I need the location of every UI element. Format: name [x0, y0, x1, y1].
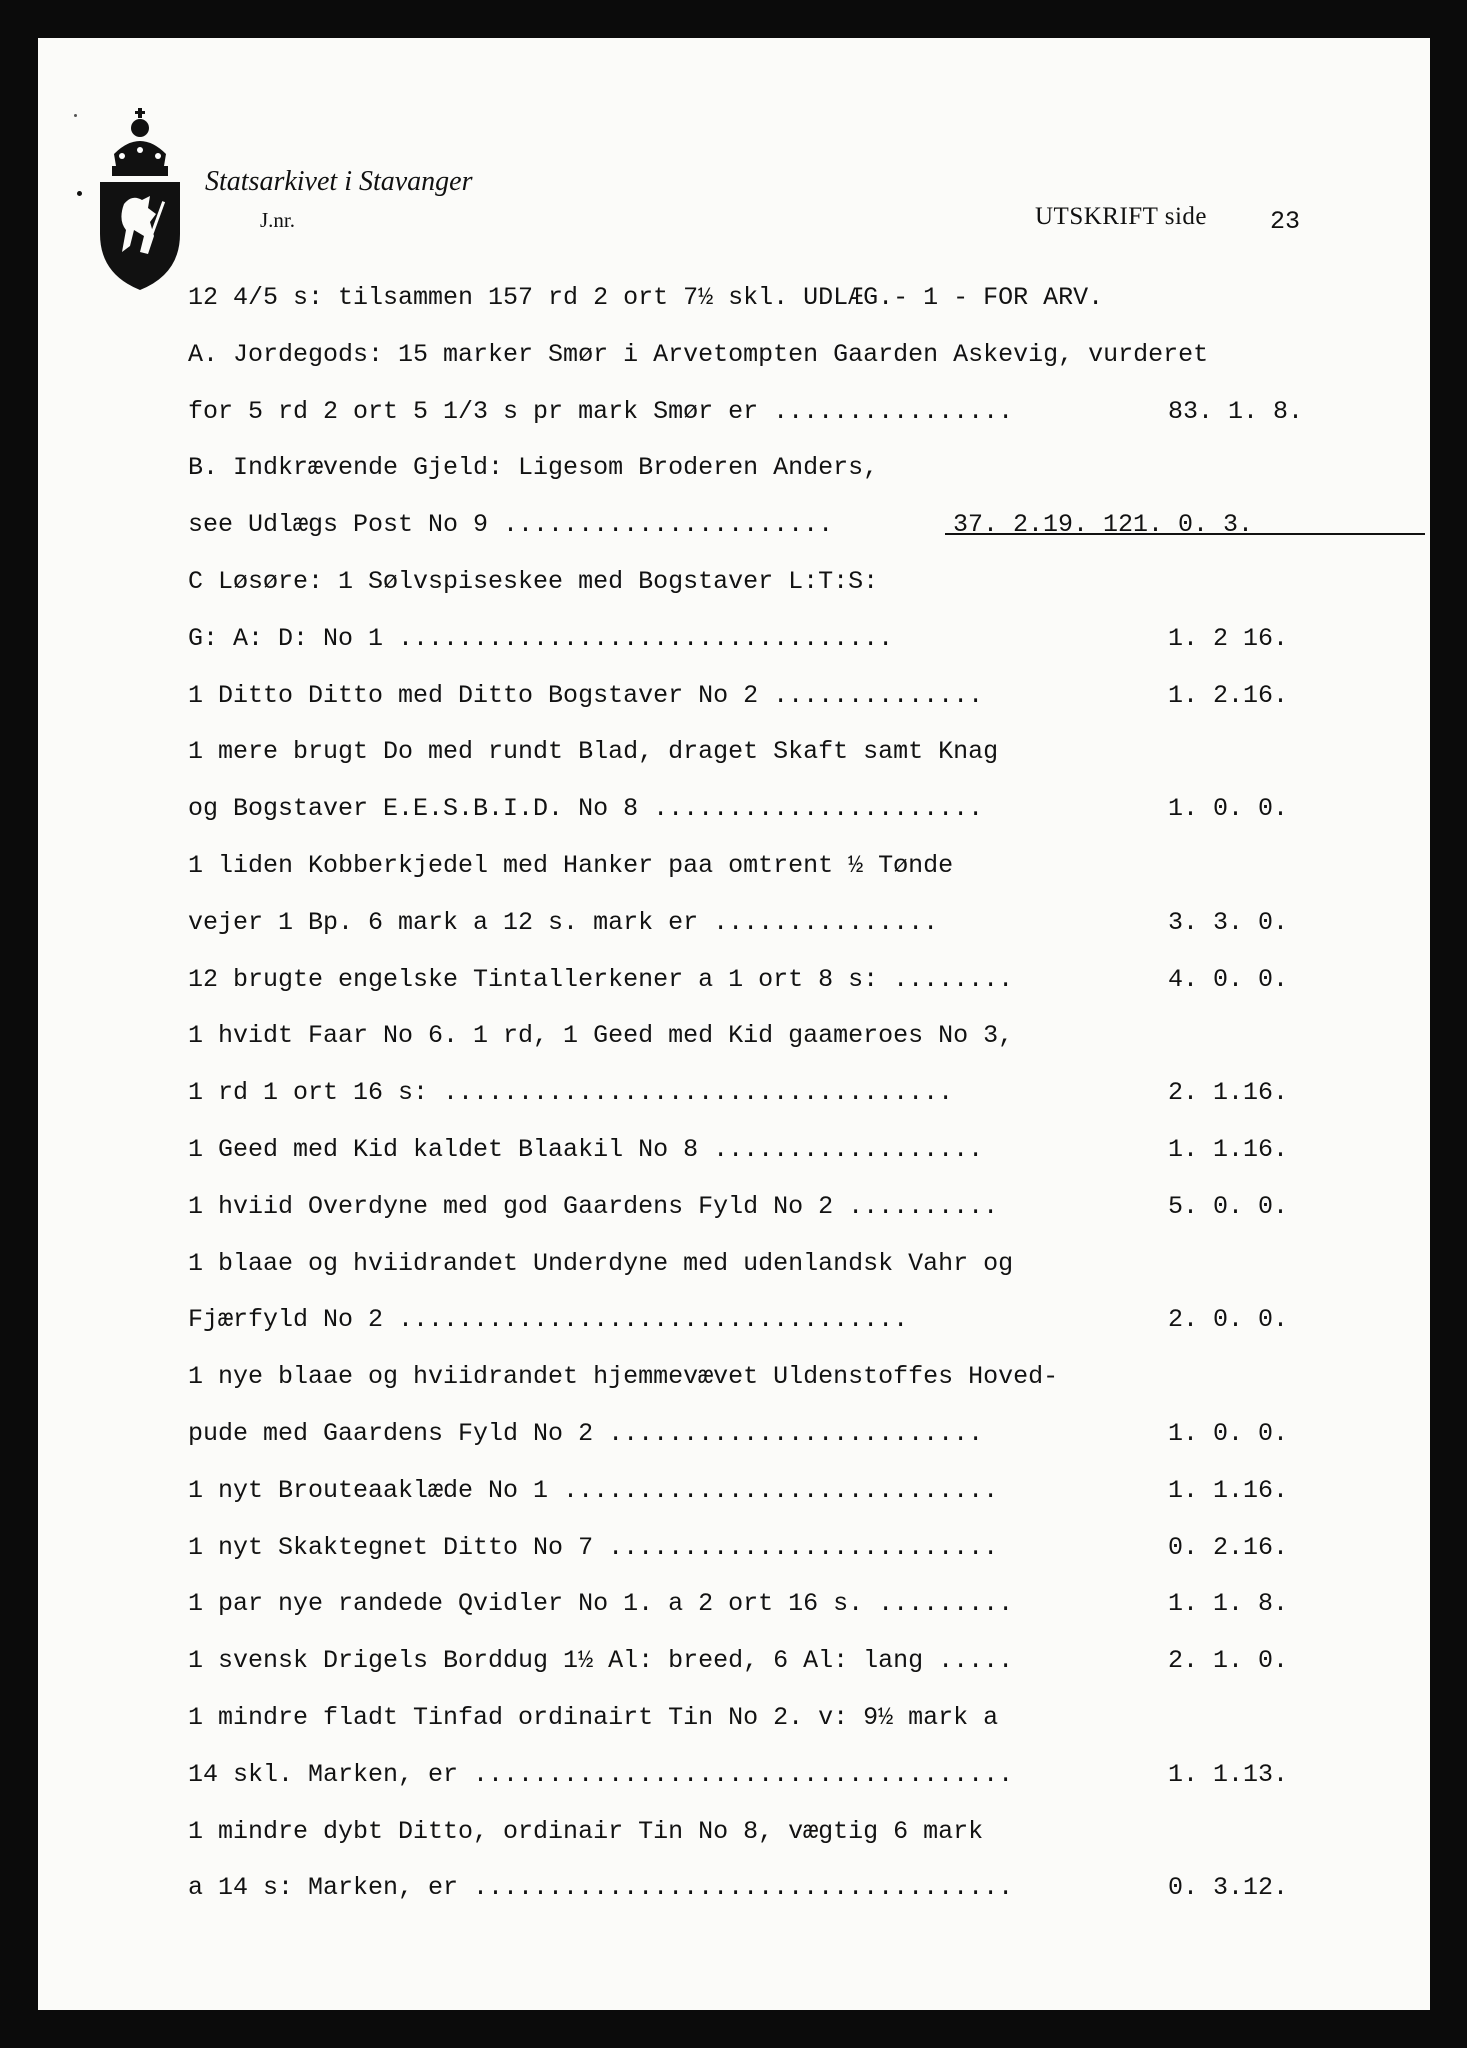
line-amount: 3. 3. 0. — [1168, 907, 1289, 937]
line-text: og Bogstaver E.E.S.B.I.D. No 8 ...................... — [188, 794, 984, 824]
journal-number-label: J.nr. — [260, 208, 296, 232]
text-line — [188, 440, 1348, 497]
text-line — [188, 270, 1348, 327]
text-line — [188, 1520, 1348, 1577]
text-line — [188, 1860, 1348, 1917]
line-text: 1 nye blaae og hviidrandet hjemmevævet Uldenstoffes Hoved- — [188, 1362, 1059, 1392]
text-line — [188, 1690, 1348, 1747]
text-line — [188, 1122, 1348, 1179]
speck-mark — [74, 114, 77, 117]
line-text: 1 Geed med Kid kaldet Blaakil No 8 .................. — [188, 1134, 984, 1164]
line-text: G: A: D: No 1 ................................. — [188, 623, 894, 653]
line-text: 12 brugte engelske Tintallerkener a 1 ort 8 s: ........ — [188, 964, 1014, 994]
text-line — [188, 497, 1348, 554]
line-amount: 37. 2.19. 121. 0. 3. — [953, 510, 1254, 540]
text-line — [188, 327, 1348, 384]
text-line — [188, 1633, 1348, 1690]
text-line — [188, 1406, 1348, 1463]
text-line — [188, 1463, 1348, 1520]
transcription-body — [188, 270, 1348, 1917]
line-text: 1 Ditto Ditto med Ditto Bogstaver No 2 .............. — [188, 680, 984, 710]
line-text: 1 mindre fladt Tinfad ordinairt Tin No 2. v: 9½ mark a — [188, 1702, 999, 1732]
text-line — [188, 1747, 1348, 1804]
line-amount: 2. 0. 0. — [1168, 1305, 1289, 1335]
line-text: vejer 1 Bp. 6 mark a 12 s. mark er ............... — [188, 907, 939, 937]
line-text: 1 blaae og hviidrandet Underdyne med udenlandsk Vahr og — [188, 1248, 1014, 1278]
line-text: a 14 s: Marken, er .................................... — [188, 1873, 1014, 1903]
line-amount: 1. 1.13. — [1168, 1759, 1289, 1789]
line-amount: 0. 2.16. — [1168, 1532, 1289, 1562]
text-line — [188, 1179, 1348, 1236]
page-number: 23 — [1270, 207, 1301, 236]
line-text: 1 par nye randede Qvidler No 1. a 2 ort 16 s. ......... — [188, 1589, 1014, 1619]
line-text: pude med Gaardens Fyld No 2 ......................... — [188, 1418, 984, 1448]
line-text: B. Indkrævende Gjeld: Ligesom Broderen Anders, — [188, 453, 879, 483]
text-line — [188, 1349, 1348, 1406]
text-line — [188, 724, 1348, 781]
dot-mark — [77, 191, 82, 196]
line-text: 1 nyt Skaktegnet Ditto No 7 .......................... — [188, 1532, 999, 1562]
text-line — [188, 1576, 1348, 1633]
line-amount: 1. 1. 8. — [1168, 1589, 1289, 1619]
line-text: 1 hvidt Faar No 6. 1 rd, 1 Geed med Kid gaameroes No 3, — [188, 1021, 1014, 1051]
line-amount: 2. 1. 0. — [1168, 1646, 1289, 1676]
line-text: 1 hviid Overdyne med god Gaardens Fyld No 2 .......... — [188, 1191, 999, 1221]
line-amount: 1. 1.16. — [1168, 1475, 1289, 1505]
line-amount: 1. 0. 0. — [1168, 1418, 1289, 1448]
coat-of-arms-icon — [92, 104, 188, 294]
text-line — [188, 1236, 1348, 1293]
line-amount: 4. 0. 0. — [1168, 964, 1289, 994]
line-amount: 2. 1.16. — [1168, 1078, 1289, 1108]
line-amount: 0. 3.12. — [1168, 1873, 1289, 1903]
line-text: for 5 rd 2 ort 5 1/3 s pr mark Smør er ................ — [188, 396, 1014, 426]
line-text: A. Jordegods: 15 marker Smør i Arvetompten Gaarden Askevig, vurderet — [188, 339, 1209, 369]
line-text: 12 4/5 s: tilsammen 157 rd 2 ort 7½ skl. UDLÆG.- 1 - FOR ARV. — [188, 283, 1104, 312]
text-line — [188, 895, 1348, 952]
line-text: 1 mere brugt Do med rundt Blad, draget Skaft samt Knag — [188, 737, 999, 767]
text-line — [188, 781, 1348, 838]
line-text: 1 svensk Drigels Borddug 1½ Al: breed, 6 Al: lang ..... — [188, 1646, 1014, 1676]
line-text: C Løsøre: 1 Sølvspiseskee med Bogstaver L:T:S: — [188, 566, 879, 596]
line-text: 1 nyt Brouteaaklæde No 1 ............................. — [188, 1475, 999, 1505]
line-text: see Udlægs Post No 9 ...................... — [188, 510, 834, 540]
line-text: 1 mindre dybt Ditto, ordinair Tin No 8, vægtig 6 mark — [188, 1816, 984, 1846]
text-line — [188, 554, 1348, 611]
text-line — [188, 611, 1348, 668]
line-text: 14 skl. Marken, er .................................... — [188, 1759, 1014, 1789]
utskrift-label: UTSKRIFT side — [1035, 203, 1208, 230]
line-amount: 1. 2 16. — [1168, 623, 1289, 653]
line-text: Fjærfyld No 2 .................................. — [188, 1305, 909, 1335]
text-line — [188, 1292, 1348, 1349]
line-amount: 5. 0. 0. — [1168, 1191, 1289, 1221]
text-line — [188, 668, 1348, 725]
text-line — [188, 1065, 1348, 1122]
line-amount: 1. 1.16. — [1168, 1134, 1289, 1164]
line-amount: 1. 0. 0. — [1168, 794, 1289, 824]
line-amount: 1. 2.16. — [1168, 680, 1289, 710]
line-text: 1 rd 1 ort 16 s: .................................. — [188, 1078, 954, 1108]
text-line — [188, 1008, 1348, 1065]
archive-name: Statsarkivet i Stavanger — [205, 166, 473, 197]
line-text: 1 liden Kobberkjedel med Hanker paa omtrent ½ Tønde — [188, 850, 954, 880]
line-amount: 83. 1. 8. — [1168, 396, 1304, 426]
text-line — [188, 952, 1348, 1009]
text-line — [188, 384, 1348, 441]
text-line — [188, 1804, 1348, 1861]
text-line — [188, 838, 1348, 895]
